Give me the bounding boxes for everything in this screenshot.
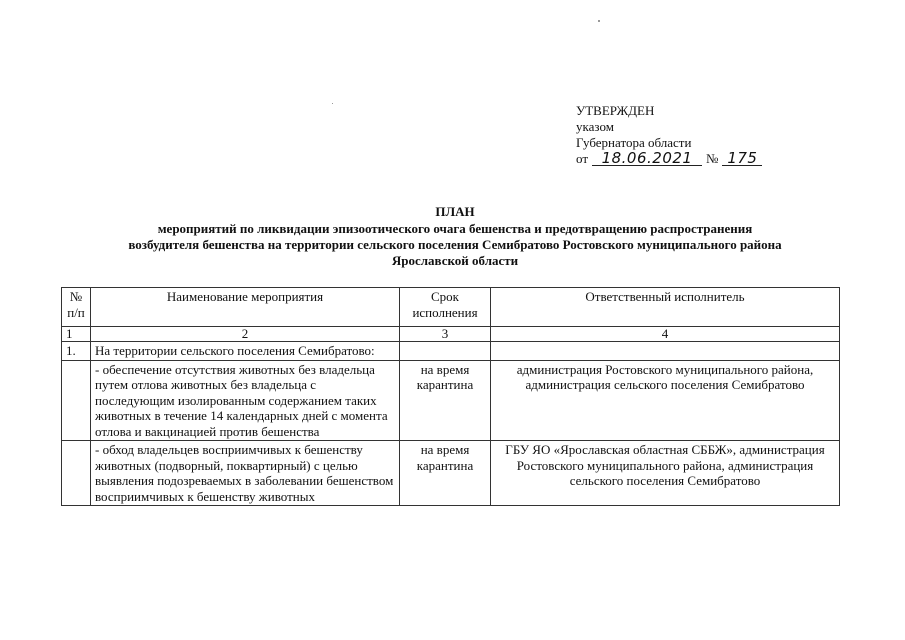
row-term: на время карантина [400,360,491,441]
row-term [400,342,491,361]
approval-date-line [576,151,766,167]
table-row [62,342,840,361]
column-number-2: 2 [91,327,400,342]
document-title-line-1: мероприятий по ликвидации эпизоотического очага бешенства и предотвращению распространения [157,221,753,236]
document-title-line-2: возбудителя бешенства на территории сельского поселения Семибратово Ростовского муниципального района [128,237,782,252]
column-number-row [62,327,840,342]
column-number-4: 4 [491,327,840,342]
approval-date-handwritten: 18.06.2021 [592,151,702,166]
approval-title: УТВЕРЖДЕН [576,103,655,118]
scan-speck [332,103,333,104]
table-row [62,441,840,506]
header-executor: Ответственный исполнитель [491,288,840,327]
row-number [62,360,91,441]
document-title-line-3: Ярославской области [391,253,519,268]
approval-number-label: № [706,151,719,166]
header-term: Срок исполнения [400,288,491,327]
plan-table [61,287,840,506]
table-row [62,360,840,441]
row-activity: - обход владельцев восприимчивых к бешенству животных (подворный, поквартирный) с целью выявления подозреваемых в заболевании бешенством восприимчивых к бешенству животных [91,441,400,506]
column-number-3: 3 [400,327,491,342]
approval-by-decree: указом [576,119,614,134]
document-heading: ПЛАН [435,204,475,219]
row-number [62,441,91,506]
row-executor: ГБУ ЯО «Ярославская областная СББЖ», администрация Ростовского муниципального района, администрация сельского поселения Семибратово [491,441,840,506]
approval-number-handwritten: 175 [722,151,762,166]
scan-speck [598,20,600,22]
row-number: 1. [62,342,91,361]
column-number-1: 1 [62,327,91,342]
table-header-row [62,288,840,327]
row-executor [491,342,840,361]
approval-governor: Губернатора области [576,135,692,150]
document-title-block [40,204,870,269]
row-term: на время карантина [400,441,491,506]
row-executor: администрация Ростовского муниципального района, администрация сельского поселения Семибратово [491,360,840,441]
approval-stamp [576,103,766,167]
row-activity: На территории сельского поселения Семибратово: [91,342,400,361]
approval-from-label: от [576,151,589,166]
row-activity: - обеспечение отсутствия животных без владельца путем отлова животных без владельца с последующим изолированным содержанием таких животных в течение 14 календарных дней с момента отлова и вакцинацией против бешенства [91,360,400,441]
header-activity: Наименование мероприятия [91,288,400,327]
header-number: № п/п [62,288,91,327]
